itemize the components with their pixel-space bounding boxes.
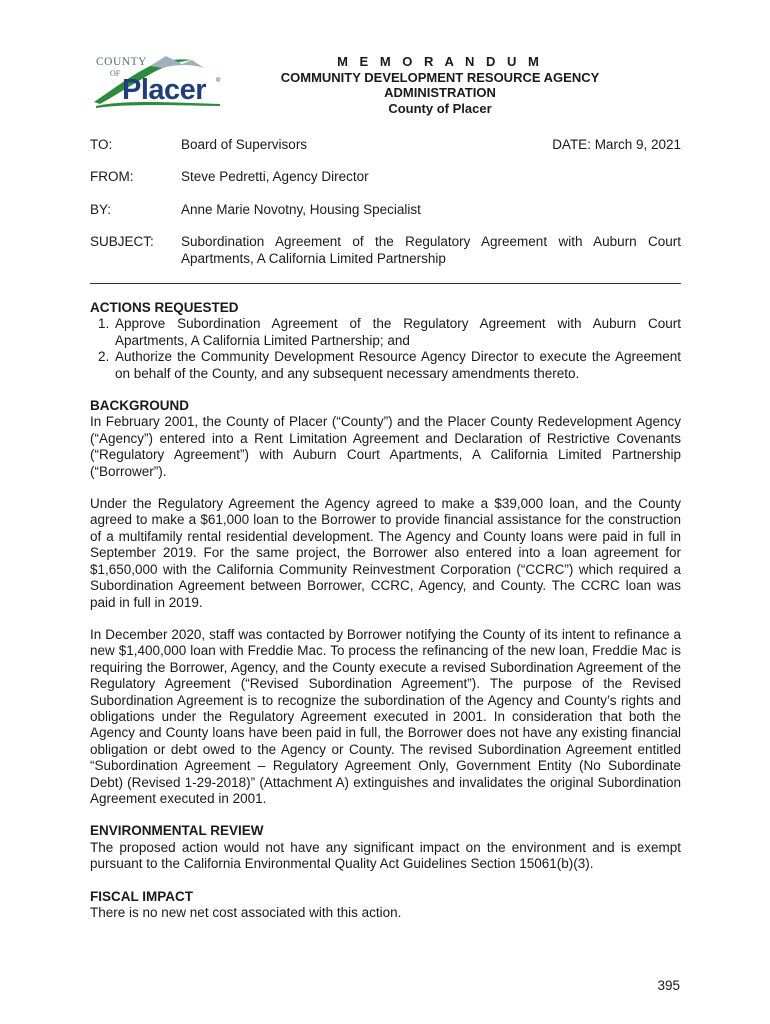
logo-registered-mark: ® bbox=[216, 78, 221, 84]
environmental-text: The proposed action would not have any significant impact on the environment and is exempt pursuant to the California Environmental Quality Act Guidelines Section 15061(b)(3). bbox=[90, 839, 681, 872]
subject-label: SUBJECT: bbox=[90, 234, 154, 249]
division-name: ADMINISTRATION bbox=[384, 85, 496, 100]
background-paragraph: In February 2001, the County of Placer (“County”) and the Placer County Redevelopment Agency (“Agency”) entered into a Rent Limitation Agreement and Declaration of Restrictive Covenants (“Regulatory Agreement”) with Auburn Court Apartments, A California Limited Partnership (“Borrower”). bbox=[90, 414, 681, 479]
to-label: TO: bbox=[90, 137, 113, 152]
memo-header bbox=[200, 54, 680, 116]
actions-heading: ACTIONS REQUESTED bbox=[90, 300, 239, 315]
fiscal-text: There is no new net cost associated with this action. bbox=[90, 905, 402, 920]
by-label: BY: bbox=[90, 202, 112, 217]
fiscal-heading: FISCAL IMPACT bbox=[90, 888, 193, 904]
county-name: County of Placer bbox=[388, 100, 492, 116]
background-paragraph: Under the Regulatory Agreement the Agency agreed to make a $39,000 loan, and the County agreed to make a $61,000 loan to the Borrower to provide financial assistance for the construction of a multifamily rental residential development. The Agency and County loans were paid in full in September 2019. For the same project, the Borrower also entered into a loan agreement for $1,650,000 with the California Community Reinvestment Corporation (“CCRC”) which required a Subordination Agreement between Borrower, CCRC, Agency, and County. The CCRC loan was paid in full in 2019. bbox=[90, 496, 681, 610]
memo-title: M E M O R A N D U M bbox=[337, 54, 543, 69]
memo-date: DATE: March 9, 2021 bbox=[552, 137, 681, 152]
logo-county-text: COUNTY bbox=[96, 56, 147, 68]
background-heading: BACKGROUND bbox=[90, 398, 189, 414]
background-paragraph: In December 2020, staff was contacted by Borrower notifying the County of its intent to refinance a new $1,400,000 loan with Freddie Mac. To process the refinancing of the new loan, Freddie Mac is requiring the Borrower, Agency, and the County execute a revised Subordination Agreement of the Regulatory Agreement (“Revised Subordination Agreement”). The purpose of the Revised Subordination Agreement is to recognize the subordination of the Agency and County’s rights and obligations under the Regulatory Agreement executed in 2001. In consideration that both the Agency and County loans have been paid in full, the Borrower does not have any existing financial obligation or debt owed to the Agency or County. The revised Subordination Agreement entitled “Subordination Agreement – Regulatory Agreement Only, Government Entity (No Subordinate Debt) (Revised 1-29-2018)” (Attachment A) extinguishes and invalidates the original Subordination Agreement executed in 2001. bbox=[90, 626, 681, 806]
subject-value: Subordination Agreement of the Regulatory Agreement with Auburn Court Apartments, A California Limited Partnership bbox=[181, 234, 681, 266]
to-value: Board of Supervisors bbox=[181, 137, 308, 152]
logo-placer-text: Placer bbox=[122, 74, 207, 106]
from-value: Steve Pedretti, Agency Director bbox=[181, 169, 369, 184]
memo-body bbox=[90, 300, 681, 921]
actions-list bbox=[90, 316, 681, 382]
environmental-heading: ENVIRONMENTAL REVIEW bbox=[90, 823, 264, 839]
action-item: 1. Approve Subordination Agreement of the Regulatory Agreement with Auburn Court Apartments, A California Limited Partnership; and bbox=[113, 316, 681, 349]
by-value: Anne Marie Novotny, Housing Specialist bbox=[181, 202, 421, 217]
action-item: 2. Authorize the Community Development Resource Agency Director to execute the Agreement on behalf of the County, and any subsequent necessary amendments thereto. bbox=[113, 349, 681, 382]
header-divider bbox=[90, 283, 681, 284]
page-number: 395 bbox=[657, 978, 680, 993]
from-label: FROM: bbox=[90, 169, 134, 184]
agency-name: COMMUNITY DEVELOPMENT RESOURCE AGENCY bbox=[280, 69, 600, 85]
logo-of-text: OF bbox=[110, 69, 121, 78]
